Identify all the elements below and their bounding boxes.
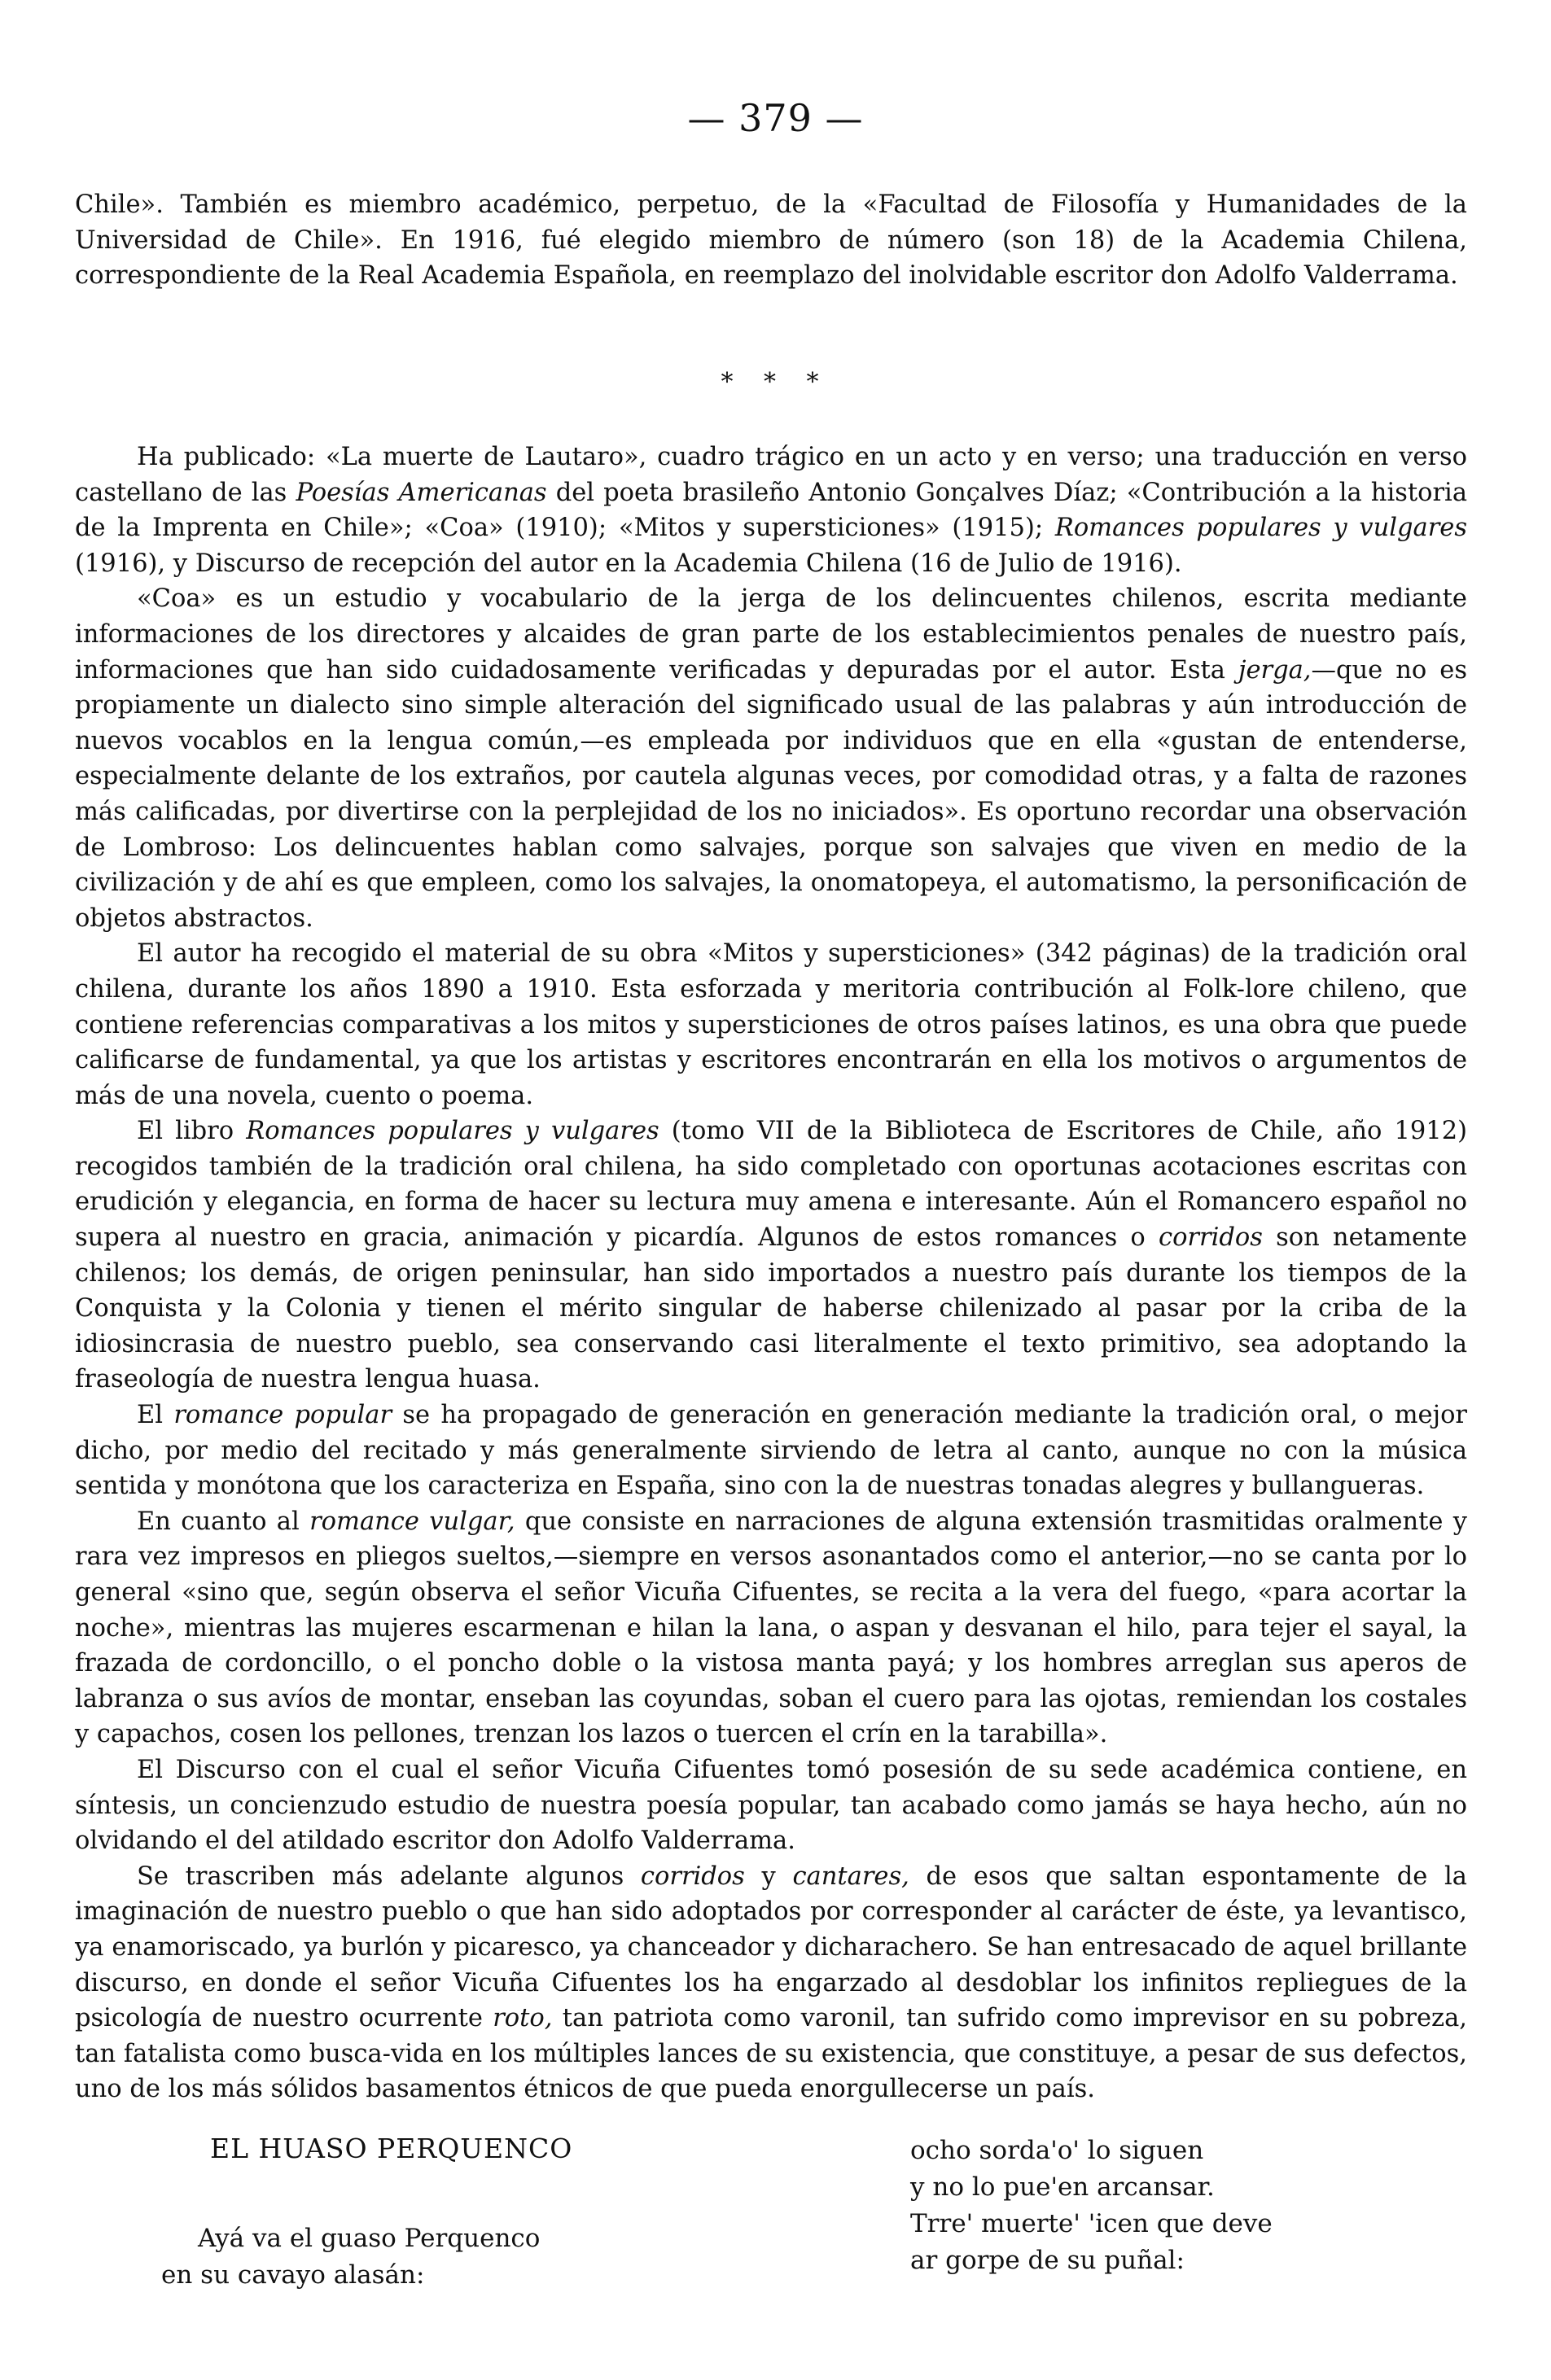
- text-run: que consiste en narraciones de alguna extensión trasmitidas oralmente y rara vez impresos en pliegos sueltos,—siempre en versos asonantados como el anterior,—no se canta por lo general «sino que, según observa el señor Vicuña Cifuentes, se recita a la vera del fuego, «para acortar la noche», mientras las mujeres escarmenan e hilan la lana, o aspan y desvanan el hilo, para tejer el sayal, la frazada de cordoncillo, o el poncho doble o la vistosa manta payá; y los hombres arreglan sus aperos de labranza o sus avíos de montar, enseban las coyundas, soban el cuero para las ojotas, remiendan los costales y capachos, cosen los pellones, trenzan los lazos o tuercen el crín en la tarabilla».: [75, 1507, 1467, 1749]
- italic-title: jerga,: [1238, 655, 1312, 685]
- text-run: del poeta brasileño Antonio Gonçalves Díaz; «Contribución a la historia de la Imprenta en Chile»; «Coa» (1910); «Mitos y supersticiones» (1915);: [75, 478, 1467, 543]
- body-paragraph: [75, 1859, 1467, 2107]
- italic-title: corridos: [1158, 1223, 1263, 1253]
- italic-title: romance popular: [173, 1401, 392, 1430]
- text-run: El: [137, 1401, 174, 1430]
- body-paragraph: [75, 581, 1467, 936]
- intro-paragraph: Chile». También es miembro académico, perpetuo, de la «Facultad de Filosofía y Humanidades de la Universidad de Chile». En 1916, fué elegido miembro de número (son 18) de la Academia Chilena, correspondiente de la Real Academia Española, en reemplazo del inolvidable escritor don Adolfo Valderrama.: [75, 190, 1467, 291]
- text-run: Se trascriben más adelante algunos: [137, 1862, 641, 1891]
- poem-line: Trre' muerte' 'icen que deve: [910, 2209, 1273, 2238]
- text-run: tan patriota como varonil, tan sufrido como imprevisor en su pobreza, tan fatalista como busca-vida en los múltiples lances de su existencia, que constituye, a pesar de sus defectos, uno de los más sólidos basamentos étnicos de que pueda enorgullecerse un país.: [75, 2004, 1467, 2104]
- poem-title: EL HUASO PERQUENCO: [210, 2133, 573, 2164]
- text-run: —que no es propiamente un dialecto sino simple alteración del significado usual de las palabras y aún introducción de nuevos vocablos en la lengua común,—es empleada por individuos que en ella «gustan de entenderse, especialmente delante de los extraños, por cautela algunas veces, por comodidad otras, y a falta de razones más calificadas, por divertirse con la perplejidad de los no iniciados». Es oportuno recordar una observación de Lombroso: Los delincuentes hablan como salvajes, porque son salvajes que viven en medio de la civilización y de ahí es que empleen, como los salvajes, la onomatopeya, el automatismo, la personificación de objetos abstractos.: [75, 655, 1467, 933]
- body-paragraph: [75, 1752, 1467, 1859]
- italic-title: Romances populares y vulgares: [1054, 514, 1467, 543]
- body-paragraph: [75, 440, 1467, 581]
- italic-title: cantares,: [792, 1862, 909, 1891]
- italic-title: corridos: [640, 1862, 745, 1891]
- text-run: El autor ha recogido el material de su obra «Mitos y supersticiones» (342 páginas) de la tradición oral chilena, durante los años 1890 a 1910. Esta esforzada y meritoria contribución al Folk-lore chileno, que contiene referencias comparativas a los mitos y supersticiones de otros países latinos, es una obra que puede calificarse de fundamental, ya que los artistas y escritores encontrarán en ella los motivos o argumentos de más de una novela, cuento o poema.: [75, 939, 1467, 1110]
- text-run: En cuanto al: [137, 1507, 310, 1536]
- poem-left-column: [161, 2220, 540, 2294]
- body-paragraph: [75, 936, 1467, 1113]
- text-run: y: [744, 1862, 793, 1891]
- italic-title: roto,: [493, 2004, 553, 2033]
- italic-title: Romances populares y vulgares: [246, 1117, 659, 1146]
- poem-line: ar gorpe de su puñal:: [910, 2246, 1185, 2275]
- page-number: — 379 —: [687, 96, 864, 140]
- poem-line: en su cavayo alasán:: [161, 2260, 425, 2290]
- text-run: son netamente chilenos; los demás, de origen peninsular, han sido importados a nuestro país durante los tiempos de la Conquista y la Colonia y tienen el mérito singular de haberse chilenizado al pasar por la criba de la idiosincrasia de nuestro pueblo, sea conservando casi literalmente el texto primitivo, sea adoptando la fraseología de nuestra lengua huasa.: [75, 1223, 1467, 1394]
- italic-title: Poesías Americanas: [296, 478, 547, 507]
- text-run: (tomo VII de la Biblioteca de Escritores de Chile, año 1912) recogidos también de la tradición oral chilena, ha sido completado con oportunas acotaciones escritas con erudición y elegancia, en forma de hacer su lectura muy amena e interesante. Aún el Romancero español no supera al nuestro en gracia, animación y picardía. Algunos de estos romances o: [75, 1117, 1468, 1253]
- text-run: de esos que saltan espontamente de la imaginación de nuestro pueblo o que han sido adoptados por corresponder al carácter de éste, ya levantisco, ya enamoriscado, ya burlón y picaresco, ya chanceador y dicharachero. Se han entresacado de aquel brillante discurso, en donde el señor Vicuña Cifuentes los ha engarzado al desdoblar los infinitos repliegues de la psicología de nuestro ocurrente: [75, 1862, 1467, 2033]
- poem-line: y no lo pue'en arcansar.: [910, 2172, 1215, 2202]
- text-run: El libro: [137, 1117, 247, 1146]
- section-separator: * * *: [721, 368, 830, 396]
- body-paragraph: [75, 1113, 1467, 1398]
- text-run: se ha propagado de generación en generación mediante la tradición oral, o mejor dicho, por medio del recitado y más generalmente sirviendo de letra al canto, aunque no con la música sentida y monótona que los caracteriza en España, sino con la de nuestras tonadas alegres y bullangueras.: [75, 1401, 1468, 1501]
- text-run: «Coa» es un estudio y vocabulario de la jerga de los delincuentes chilenos, escrita mediante informaciones de los directores y alcaides de gran parte de los establecimientos penales de nuestro país, informaciones que han sido cuidadosamente verificadas y depuradas por el autor. Esta: [75, 584, 1467, 685]
- italic-title: romance vulgar,: [309, 1507, 515, 1536]
- body-paragraph: [75, 1398, 1467, 1504]
- poem-line: Ayá va el guaso Perquenco: [198, 2224, 541, 2253]
- text-run: Ha publicado: «La muerte de Lautaro», cuadro trágico en un acto y en verso; una traducción en verso castellano de las: [75, 443, 1467, 507]
- body-paragraph: [75, 1504, 1467, 1752]
- text-run: (1916), y Discurso de recepción del autor en la Academia Chilena (16 de Julio de 1916).: [75, 549, 1182, 578]
- text-run: El Discurso con el cual el señor Vicuña Cifuentes tomó posesión de su sede académica contiene, en síntesis, un concienzudo estudio de nuestra poesía popular, tan acabado como jamás se haya hecho, aún no olvidando el del atildado escritor don Adolfo Valderrama.: [75, 1755, 1467, 1856]
- poem-right-column: [910, 2133, 1273, 2279]
- body-text: [75, 440, 1467, 2107]
- poem-line: ocho sorda'o' lo siguen: [910, 2136, 1204, 2165]
